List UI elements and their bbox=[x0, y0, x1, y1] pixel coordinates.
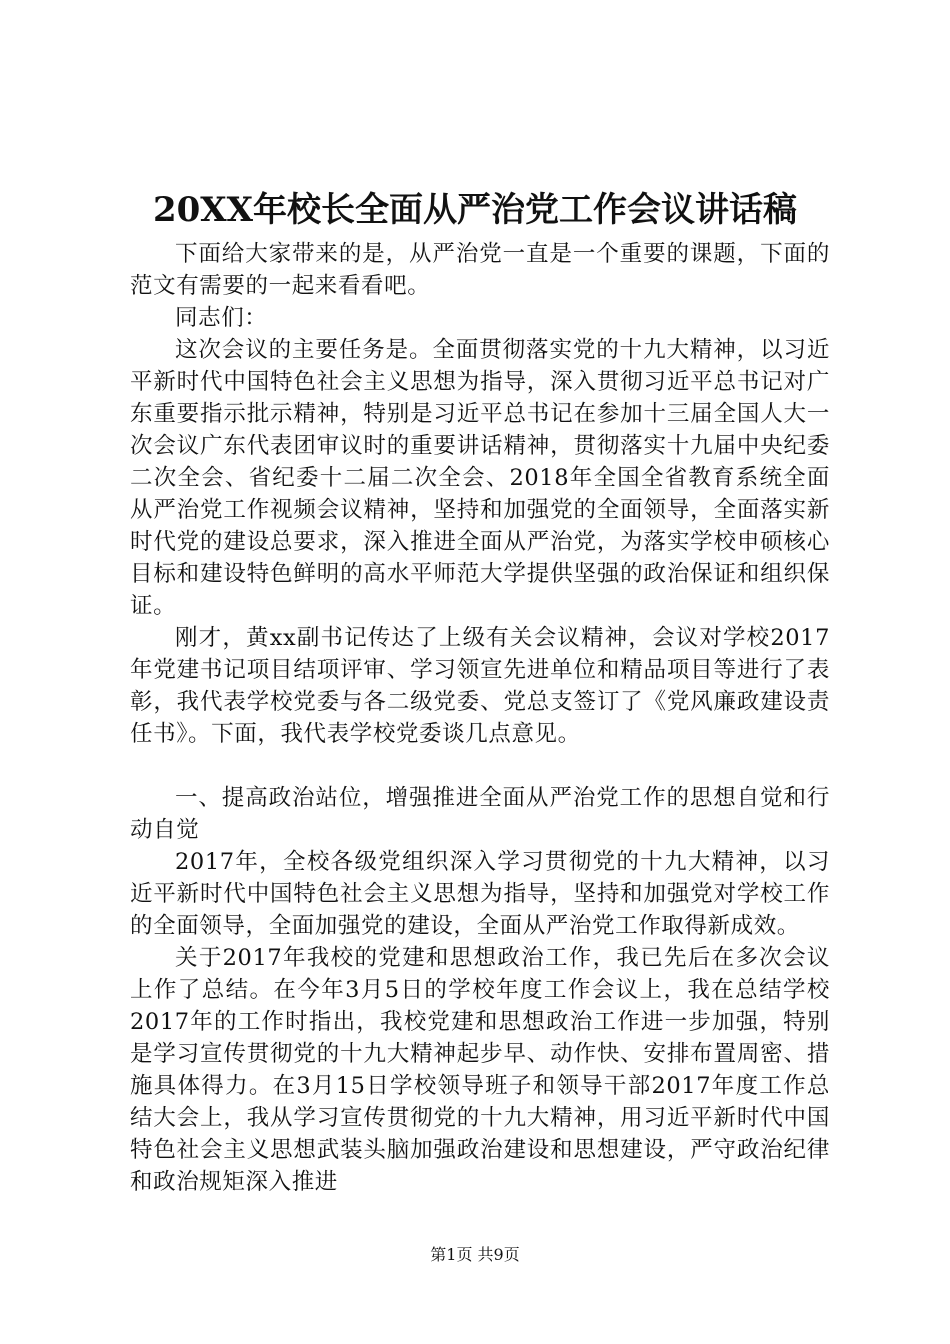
paragraph-intro: 下面给大家带来的是，从严治党一直是一个重要的课题，下面的范文有需要的一起来看看吧。 bbox=[130, 241, 830, 299]
document-title: 20XX年校长全面从严治党工作会议讲话稿 bbox=[152, 190, 798, 230]
paragraph-commendation: 刚才，黄xx副书记传达了上级有关会议精神，会议对学校2017年党建书记项目结项评审、学习领宣先进单位和精品项目等进行了表彰，我代表学校党委与各二级党委、党总支签订了《党风廉政建设责任书》。下面，我代表学校党委谈几点意见。 bbox=[130, 625, 830, 747]
page-footer: 第1页 共9页 bbox=[430, 1245, 520, 1264]
paragraph-salutation: 同志们： bbox=[175, 305, 268, 331]
document-body bbox=[130, 238, 830, 1198]
section-heading-1: 一、提高政治站位，增强推进全面从严治党工作的思想自觉和行动自觉 bbox=[130, 785, 830, 843]
paragraph-2017-summary: 2017年，全校各级党组织深入学习贯彻党的十九大精神，以习近平新时代中国特色社会主义思想为指导，坚持和加强党对学校工作的全面领导，全面加强党的建设，全面从严治党工作取得新成效。 bbox=[130, 849, 830, 939]
paragraph-2017-work: 关于2017年我校的党建和思想政治工作，我已先后在多次会议上作了总结。在今年3月5日的学校年度工作会议上，我在总结学校2017年的工作时指出，我校党建和思想政治工作进一步加强，特别是学习宣传贯彻党的十九大精神起步早、动作快、安排布置周密、措施具体得力。在3月15日学校领导班子和领导干部2017年度工作总结大会上，我从学习宣传贯彻党的十九大精神，用习近平新时代中国特色社会主义思想武装头脑加强政治建设和思想建设，严守政治纪律和政治规矩深入推进 bbox=[130, 945, 830, 1195]
paragraph-main-task: 这次会议的主要任务是。全面贯彻落实党的十九大精神，以习近平新时代中国特色社会主义思想为指导，深入贯彻习近平总书记对广东重要指示批示精神，特别是习近平总书记在参加十三届全国人大一次会议广东代表团审议时的重要讲话精神，贯彻落实十九届中央纪委二次全会、省纪委十二届二次全会、2018年全国全省教育系统全面从严治党工作视频会议精神，坚持和加强党的全面领导，全面落实新时代党的建设总要求，深入推进全面从严治党，为落实学校申硕核心目标和建设特色鲜明的高水平师范大学提供坚强的政治保证和组织保证。 bbox=[130, 337, 830, 619]
